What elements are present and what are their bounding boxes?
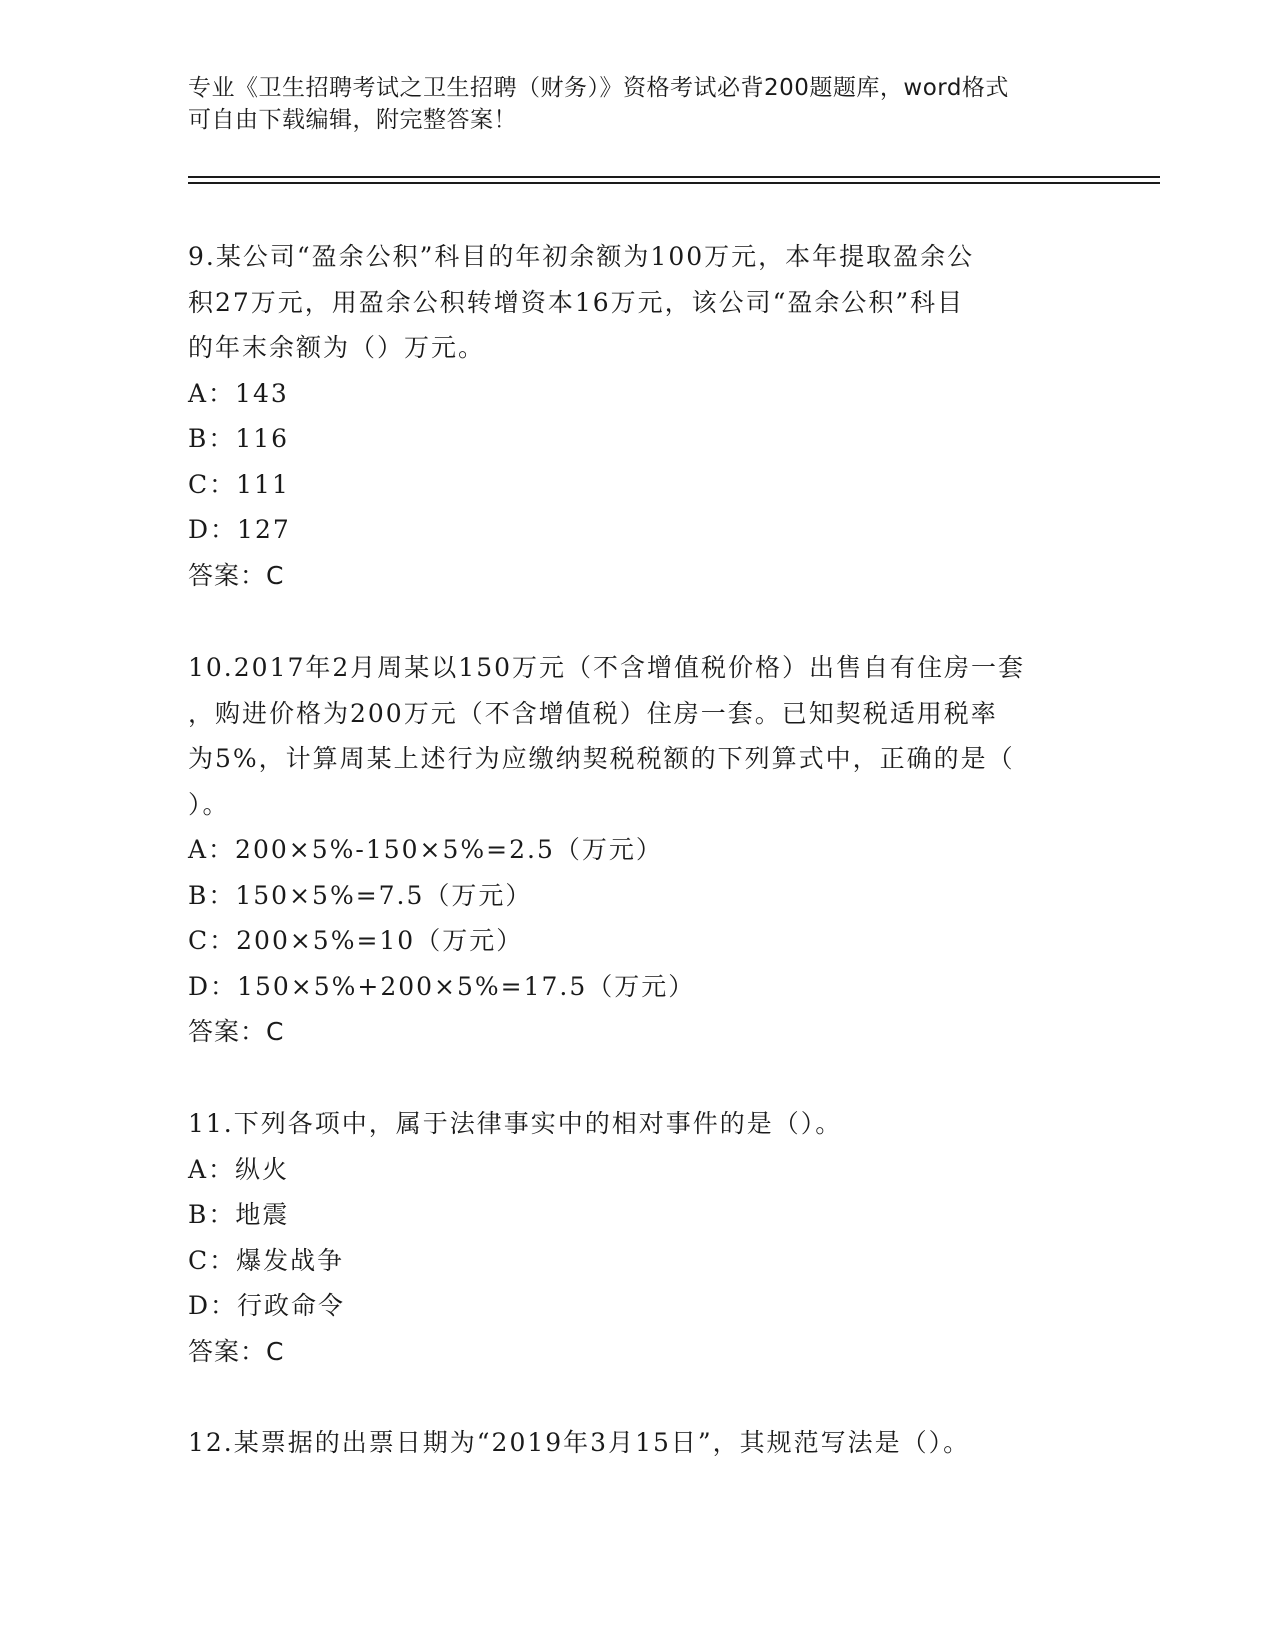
question-10 bbox=[188, 645, 1088, 1055]
question-9 bbox=[188, 234, 1088, 598]
option-d: D：150×5%+200×5%=17.5（万元） bbox=[188, 971, 696, 1001]
question-text: 11.下列各项中，属于法律事实中的相对事件的是（）。 bbox=[188, 1109, 843, 1138]
question-text: ）。 bbox=[188, 789, 230, 819]
header-line: 专业《卫生招聘考试之卫生招聘（财务）》资格考试必背200题题库，word格式 bbox=[188, 75, 1009, 101]
document-header bbox=[188, 72, 1088, 136]
question-text: 12.某票据的出票日期为“2019年3月15日”，其规范写法是（）。 bbox=[188, 1428, 971, 1457]
answer-line: 答案：C bbox=[188, 560, 285, 590]
header-divider bbox=[188, 182, 1160, 184]
question-text: 的年末余额为（）万元。 bbox=[188, 333, 486, 362]
option-b: B：150×5%=7.5（万元） bbox=[188, 880, 533, 910]
question-text: 为5%，计算周某上述行为应缴纳契税税额的下列算式中，正确的是（ bbox=[188, 744, 1015, 773]
question-text: 10.2017年2月周某以150万元（不含增值税价格）出售自有住房一套 bbox=[188, 653, 1026, 682]
question-text: 9.某公司“盈余公积”科目的年初余额为100万元，本年提取盈余公 bbox=[188, 242, 975, 271]
option-c: C：111 bbox=[188, 469, 290, 499]
question-text: ，购进价格为200万元（不含增值税）住房一套。已知契税适用税率 bbox=[188, 698, 998, 728]
question-11 bbox=[188, 1101, 1088, 1374]
option-a: A：纵火 bbox=[188, 1154, 290, 1184]
option-b: B：地震 bbox=[188, 1200, 290, 1229]
answer-line: 答案：C bbox=[188, 1336, 285, 1366]
header-line: 可自由下载编辑，附完整答案！ bbox=[188, 107, 517, 133]
question-text: 积27万元，用盈余公积转增资本16万元，该公司“盈余公积”科目 bbox=[188, 287, 965, 317]
option-a: A：200×5%-150×5%=2.5（万元） bbox=[188, 835, 663, 864]
option-d: D：127 bbox=[188, 515, 291, 544]
question-12 bbox=[188, 1420, 1088, 1466]
header-divider bbox=[188, 176, 1160, 178]
answer-line: 答案：C bbox=[188, 1017, 285, 1046]
option-a: A：143 bbox=[188, 378, 289, 408]
option-c: C：爆发战争 bbox=[188, 1245, 345, 1275]
option-b: B：116 bbox=[188, 424, 290, 453]
option-d: D：行政命令 bbox=[188, 1291, 346, 1320]
option-c: C：200×5%=10（万元） bbox=[188, 926, 524, 955]
